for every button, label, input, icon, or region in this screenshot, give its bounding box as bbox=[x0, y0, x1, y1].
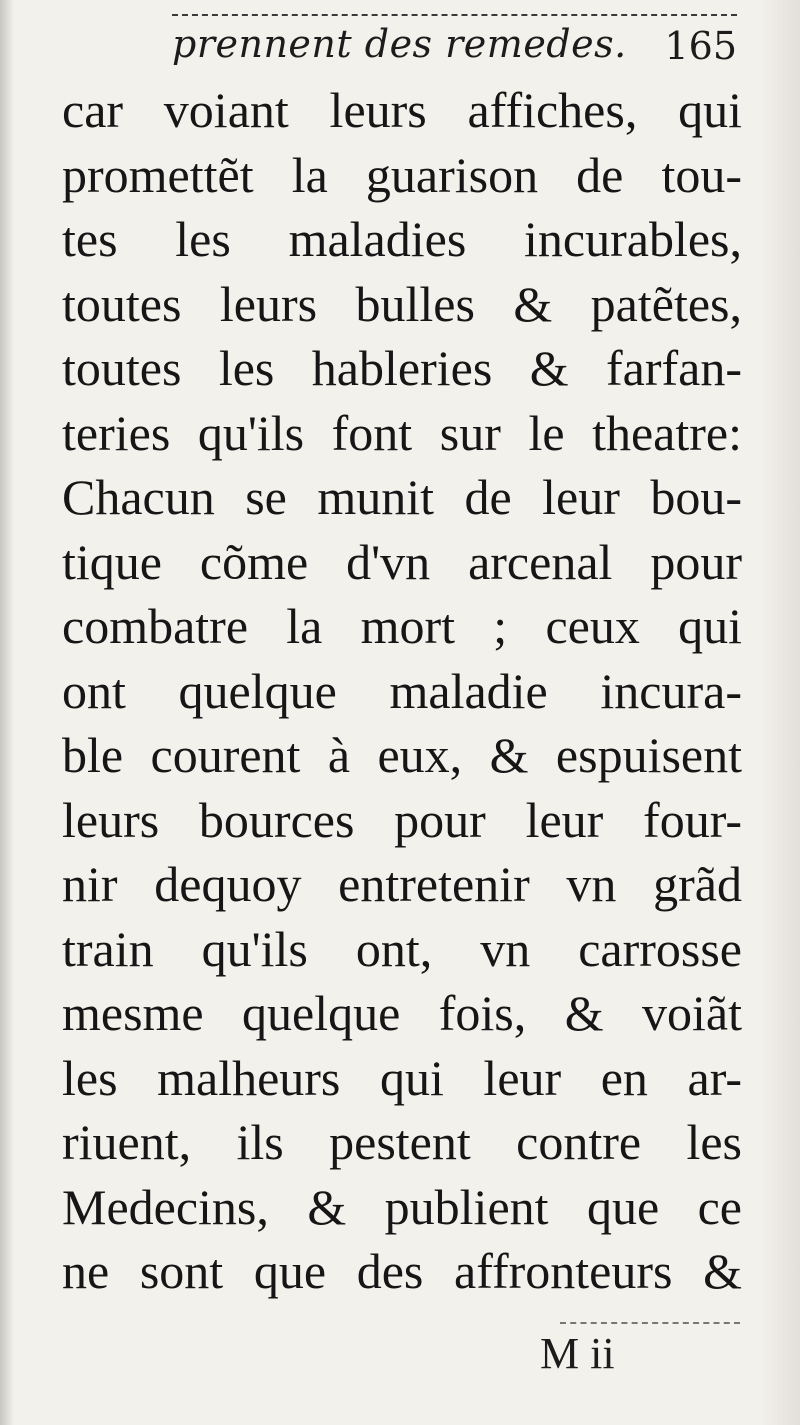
signature-mark: M ii bbox=[540, 1329, 615, 1378]
page-edge-shadow bbox=[760, 0, 800, 1425]
text-line: toutes leurs bulles & patẽtes, bbox=[62, 275, 742, 332]
text-line: train qu'ils ont, vn carrosse bbox=[62, 920, 742, 977]
text-line: Medecins, & publient que ce bbox=[62, 1178, 742, 1235]
text-line: promettẽt la guarison de tou- bbox=[62, 146, 742, 203]
page-header bbox=[172, 14, 737, 76]
text-line: teries qu'ils font sur le theatre: bbox=[62, 404, 742, 461]
text-line: mesme quelque fois, & voiãt bbox=[62, 985, 742, 1041]
page-number: 165 bbox=[664, 24, 737, 68]
text-line: ne sont que des affronteurs & bbox=[62, 1243, 742, 1299]
running-head: prennent des remedes. bbox=[172, 22, 627, 66]
text-line: car voiant leurs affiches, qui bbox=[62, 82, 742, 138]
text-line: Chacun se munit de leur bou- bbox=[62, 469, 742, 525]
text-line: nir dequoy entretenir vn grãd bbox=[62, 856, 742, 912]
footer-rule bbox=[560, 1322, 740, 1324]
text-line: leurs bources pour leur four- bbox=[62, 791, 742, 848]
text-line: ont quelque maladie incura- bbox=[62, 662, 742, 719]
page-gutter-shadow bbox=[0, 0, 14, 1425]
text-line: les malheurs qui leur en ar- bbox=[62, 1049, 742, 1106]
text-line: ble courent à eux, & espuisent bbox=[62, 727, 742, 783]
body-text bbox=[62, 78, 742, 1304]
text-line: tique cõme d'vn arcenal pour bbox=[62, 533, 742, 590]
text-line: tes les maladies incurables, bbox=[62, 211, 742, 267]
text-line: riuent, ils pestent contre les bbox=[62, 1114, 742, 1170]
text-line: combatre la mort ; ceux qui bbox=[62, 598, 742, 654]
text-line: toutes les hableries & farfan- bbox=[62, 340, 742, 396]
